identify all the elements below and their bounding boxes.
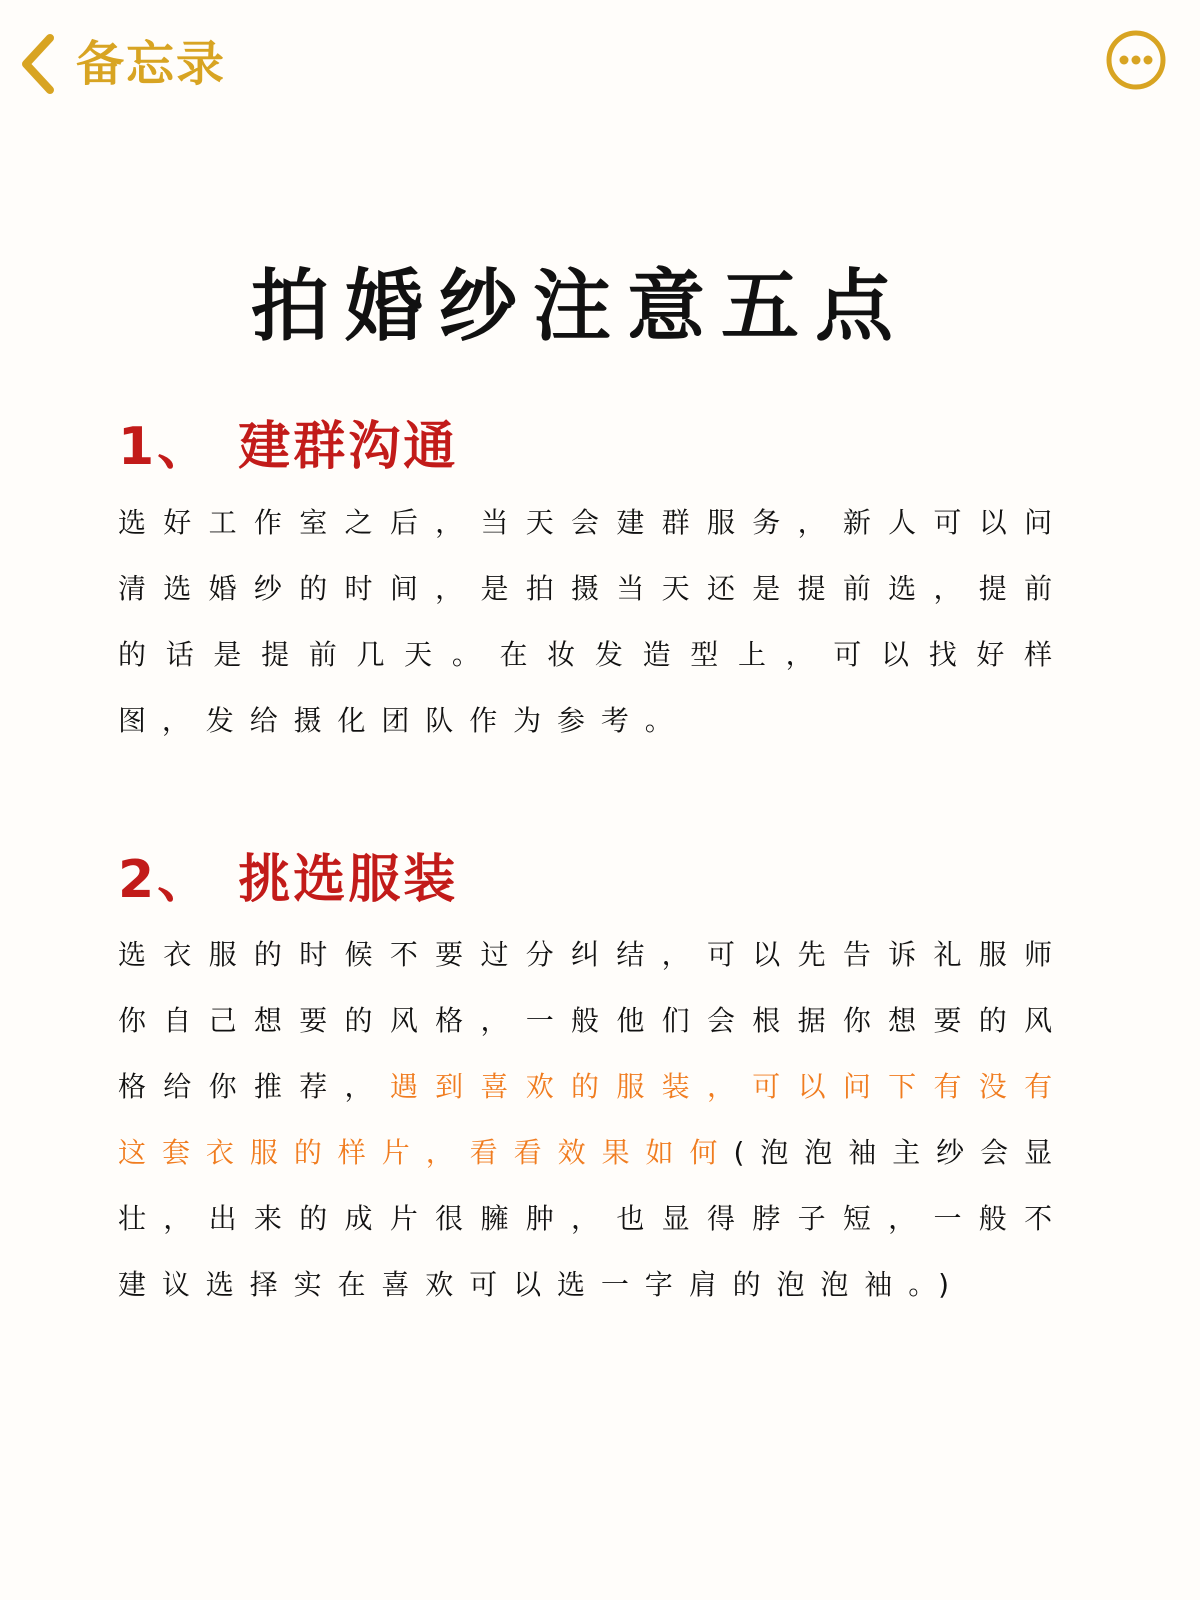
section-title: 建群沟通 bbox=[238, 417, 459, 477]
section-title: 挑选服装 bbox=[238, 850, 459, 910]
paragraph-text: (泡泡袖主纱会显壮，出来的成片很臃肿，也显得脖子短，一般不建议选择实在喜欢可以选一字肩的泡泡袖。) bbox=[118, 1136, 1068, 1301]
section-number: 1、 bbox=[118, 417, 213, 477]
more-options-button[interactable] bbox=[1106, 30, 1166, 90]
section-heading bbox=[118, 848, 458, 912]
paragraph-text: 选衣服的时候不要过分纠结，可以先告诉礼服师你自己想要的风格，一般他们会根据你想要的风格给你推荐， bbox=[118, 938, 1068, 1103]
navigation-bar bbox=[0, 0, 1200, 130]
section-number: 2、 bbox=[118, 850, 213, 910]
section-paragraph: 选好工作室之后，当天会建群服务，新人可以问清选婚纱的时间，是拍摄当天还是提前选，提前的话是提前几天。在妆发造型上，可以找好样图，发给摄化团队作为参考。 bbox=[118, 506, 1068, 737]
more-options-icon bbox=[1106, 75, 1166, 94]
highlighted-text: 遇到喜欢的服装，可以问下有没有这套衣服的样片，看看效果如何 bbox=[118, 1070, 1068, 1169]
section-heading bbox=[118, 415, 458, 479]
section-paragraph bbox=[118, 922, 1068, 1318]
back-button[interactable] bbox=[18, 24, 226, 104]
page-title: 拍婚纱注意五点 bbox=[250, 262, 909, 352]
back-label: 备忘录 bbox=[76, 36, 227, 92]
chevron-left-icon bbox=[18, 32, 58, 96]
